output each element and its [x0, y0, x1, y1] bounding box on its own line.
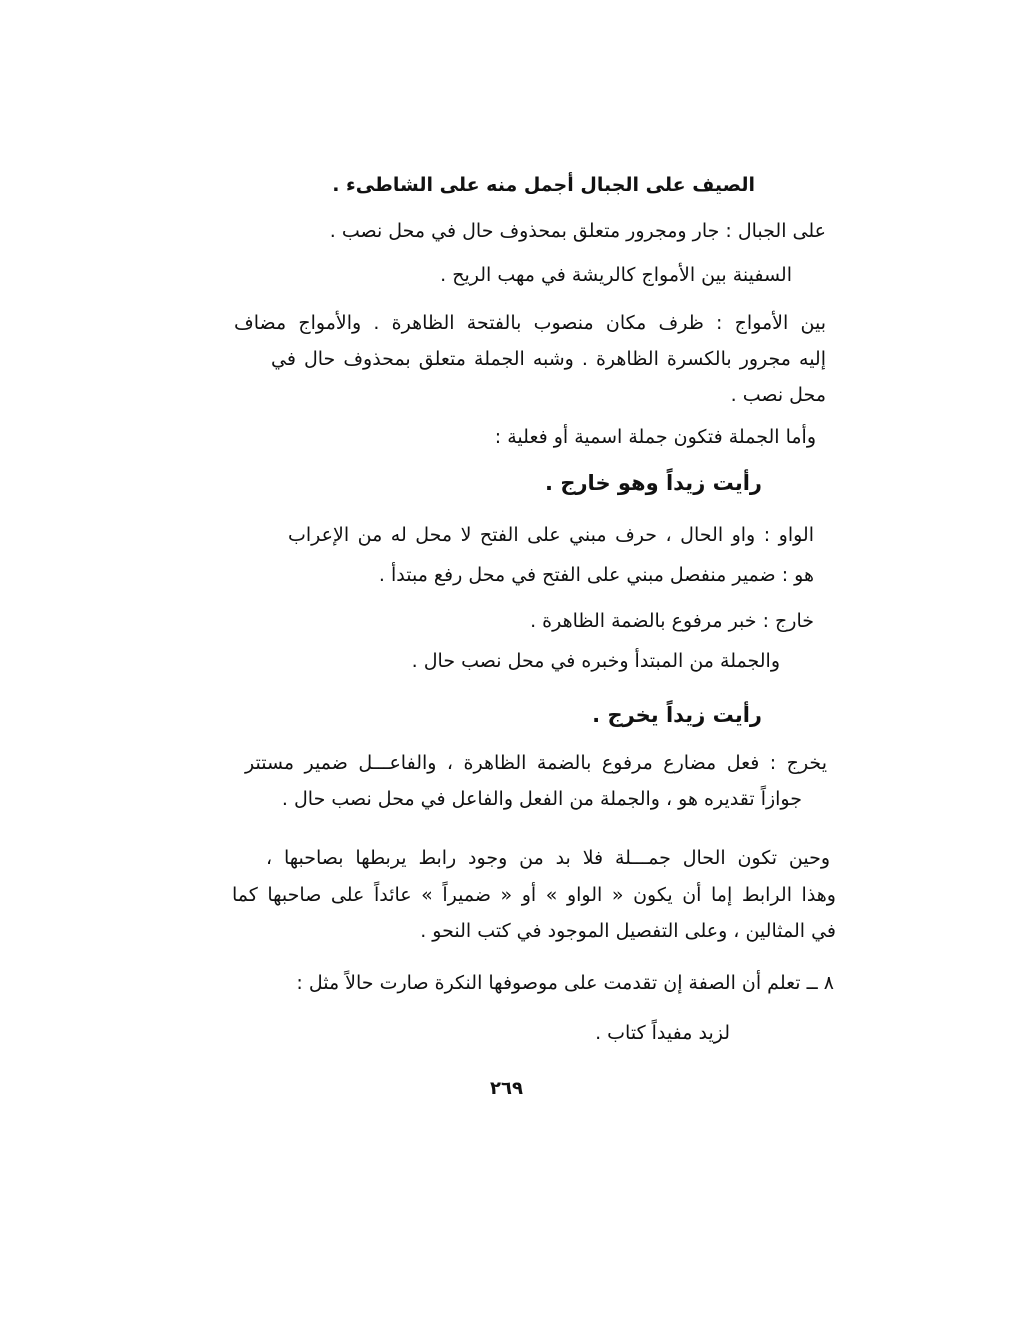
rule-paragraph-1b: وهذا الرابط إما أن يكون « الواو » أو « ضميراً » عائداً على صاحبها كما — [232, 884, 836, 906]
example-sentence-4: رأيت زيداً يخرج . — [592, 703, 762, 727]
parsing-huwa: هو : ضمير منفصل مبني على الفتح في محل رفع مبتدأ . — [378, 564, 814, 586]
intro-sentence-clause: وأما الجملة فتكون جملة اسمية أو فعلية : — [494, 426, 816, 448]
parsing-line-2b: إليه مجرور بالكسرة الظاهرة . وشبه الجملة متعلق بمحذوف حال في — [271, 348, 826, 370]
example-sentence-3: رأيت زيداً وهو خارج . — [545, 471, 762, 495]
parsing-kharij: خارج : خبر مرفوع بالضمة الظاهرة . — [530, 610, 814, 632]
parsing-line-1: على الجبال : جار ومجرور متعلق بمحذوف حال في محل نصب . — [329, 220, 826, 242]
rule-paragraph-1c: في المثالين ، وعلى التفصيل الموجود في كتب النحو . — [420, 920, 836, 942]
example-sentence-1: الصيف على الجبال أجمل منه على الشاطىء . — [332, 174, 755, 196]
parsing-waw: الواو : واو الحال ، حرف مبني على الفتح لا محل له من الإعراب — [288, 524, 814, 546]
parsing-line-2a: بين الأمواج : ظرف مكان منصوب بالفتحة الظاهرة . والأمواج مضاف — [234, 312, 826, 334]
rule-paragraph-1a: وحين تكون الحال جمـــلة فلا بد من وجود رابط يربطها بصاحبها ، — [266, 847, 830, 869]
parsing-line-2c: محل نصب . — [730, 384, 826, 406]
rule-item-8: ٨ ــ تعلم أن الصفة إن تقدمت على موصوفها النكرة صارت حالاً مثل : — [296, 972, 834, 994]
example-sentence-5: لزيد مفيداً كتاب . — [595, 1022, 730, 1044]
parsing-yakhruj-a: يخرج : فعل مضارع مرفوع بالضمة الظاهرة ، والفاعـــل ضمير مستتر — [245, 752, 827, 774]
parsing-yakhruj-b: جوازاً تقديره هو ، والجملة من الفعل والفاعل في محل نصب حال . — [281, 788, 802, 810]
parsing-jumla-1: والجملة من المبتدأ وخبره في محل نصب حال . — [411, 650, 780, 672]
example-sentence-2: السفينة بين الأمواج كالريشة في مهب الريح . — [440, 264, 792, 286]
page-number: ٢٦٩ — [490, 1078, 523, 1099]
